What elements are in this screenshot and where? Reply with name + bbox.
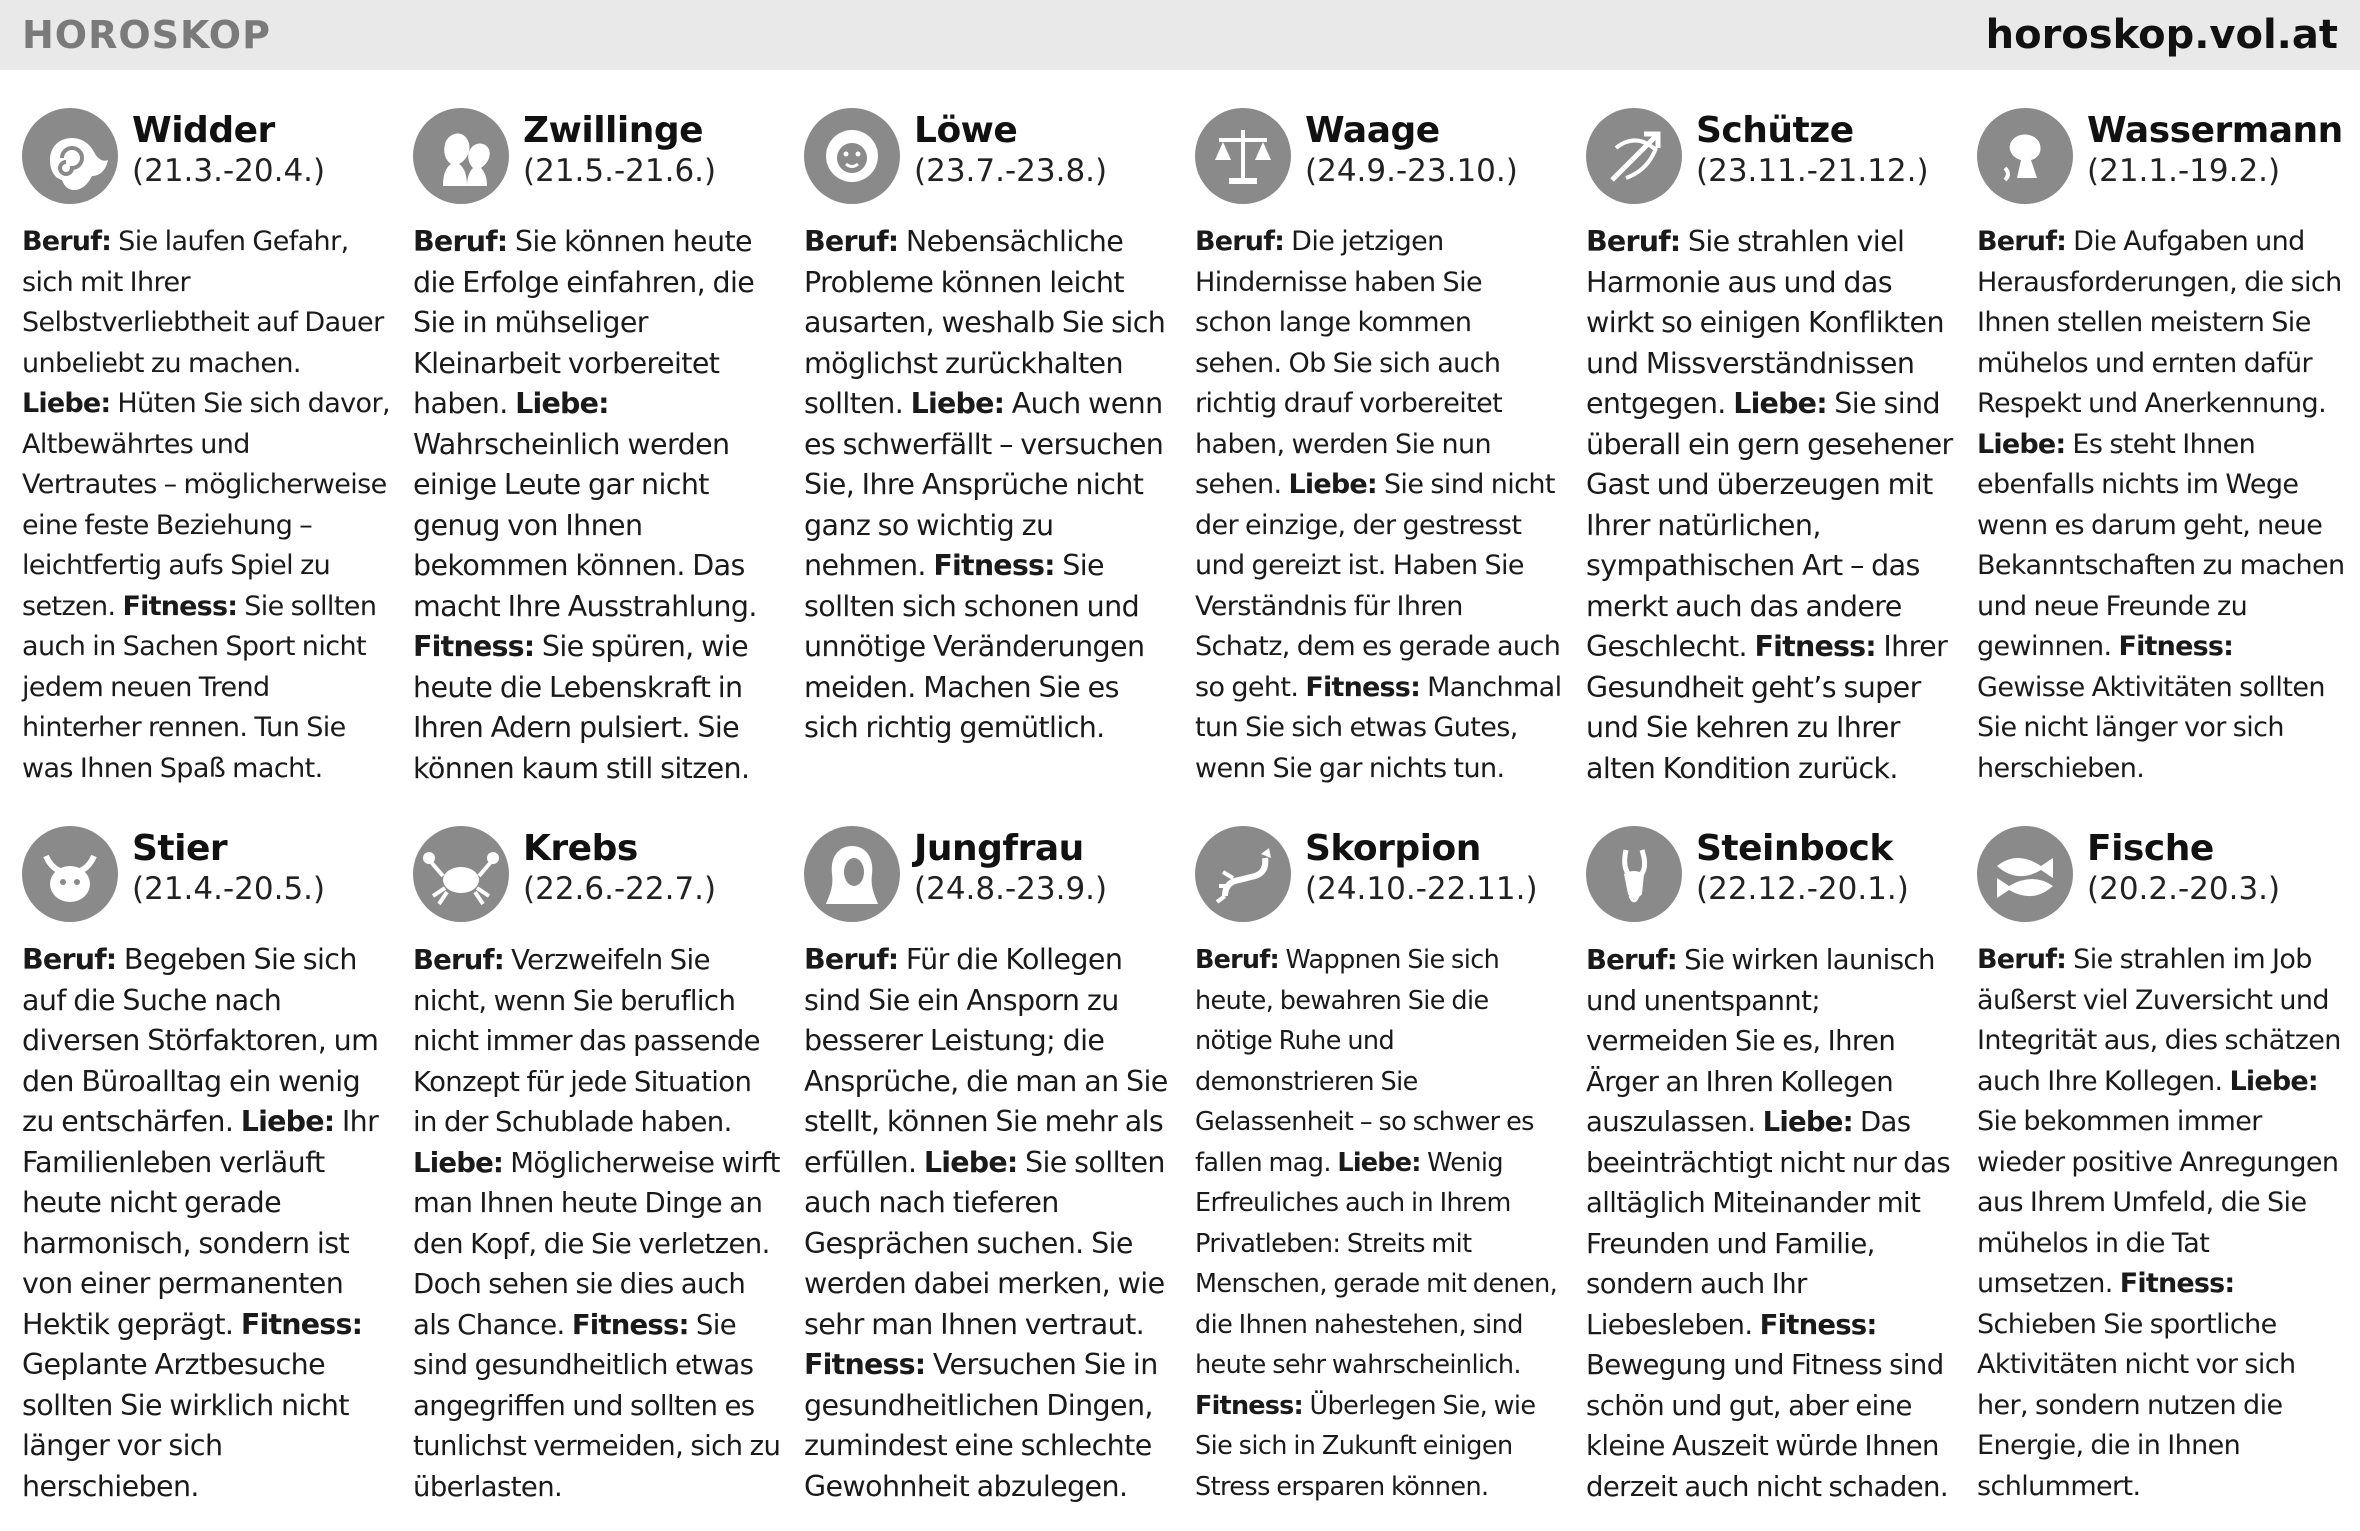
horoscope-text xyxy=(1195,222,1563,789)
horoscope-text xyxy=(413,222,781,789)
site-url: horoskop.vol.at xyxy=(1985,12,2338,58)
beruf-label: Beruf: xyxy=(1586,225,1681,258)
fish-icon xyxy=(1977,826,2073,922)
horoscope-card xyxy=(1977,108,2345,798)
horoscope-card xyxy=(413,108,781,798)
card-header xyxy=(1977,826,2345,930)
liebe-label: Liebe: xyxy=(515,387,609,420)
fitness-text: Überlegen Sie, wie Sie sich in Zukunft einigen Stress ersparen können. xyxy=(1195,1390,1536,1502)
sign-dates: (21.5.-21.6.) xyxy=(523,153,717,189)
beruf-label: Beruf: xyxy=(1195,945,1279,975)
liebe-label: Liebe: xyxy=(1977,428,2066,460)
beruf-text: Die Aufgaben und Herausforderungen, die sich Ihnen stellen meistern Sie mühelos und ernten dafür Respekt und Anerkennung. xyxy=(1977,226,2342,419)
beruf-text: Wappnen Sie sich heute, bewahren Sie die nötige Ruhe und demonstrieren Sie Gelassenheit – so schwer es fallen mag. xyxy=(1195,945,1534,1178)
beruf-label: Beruf: xyxy=(413,944,504,976)
beruf-label: Beruf: xyxy=(1586,944,1677,976)
horoscope-card xyxy=(1195,108,1563,798)
horoscope-card xyxy=(804,108,1172,798)
sign-heading xyxy=(1305,826,1538,908)
liebe-text: Wahrscheinlich werden einige Leute gar nicht genug von Ihnen bekommen können. Das macht Ihre Ausstrahlung. xyxy=(413,427,757,623)
sign-name: Steinbock xyxy=(1696,828,1893,869)
sign-name: Stier xyxy=(132,828,228,869)
card-header xyxy=(1195,108,1563,212)
virgin-icon xyxy=(804,826,900,922)
liebe-text: Ihr Familienleben verläuft heute nicht gerade harmonisch, sondern ist von einer permanenten Hektik geprägt. xyxy=(22,1105,379,1341)
beruf-label: Beruf: xyxy=(1977,944,2067,975)
card-header xyxy=(22,108,390,212)
horoscope-card xyxy=(1586,826,1954,1516)
horoscope-card xyxy=(22,108,390,798)
fitness-label: Fitness: xyxy=(413,630,535,663)
card-header xyxy=(804,826,1172,930)
sign-dates: (24.8.-23.9.) xyxy=(914,871,1108,907)
horoscope-text xyxy=(1586,222,1954,789)
fitness-text: Ihrer Gesundheit geht’s super und Sie kehren zu Ihrer alten Kondition zurück. xyxy=(1586,630,1948,785)
horoscope-text xyxy=(804,940,1172,1507)
sign-name: Skorpion xyxy=(1305,828,1481,869)
sign-heading xyxy=(523,108,716,190)
liebe-label: Liebe: xyxy=(1733,387,1827,420)
card-header xyxy=(413,108,781,212)
sign-heading xyxy=(914,826,1107,908)
sign-dates: (23.7.-23.8.) xyxy=(914,153,1108,189)
sign-dates: (24.9.-23.10.) xyxy=(1305,153,1518,189)
sign-dates: (21.4.-20.5.) xyxy=(132,871,326,907)
card-header xyxy=(1195,826,1563,930)
horoscope-card xyxy=(1977,826,2345,1516)
horoscope-card xyxy=(1195,826,1563,1516)
sign-dates: (22.6.-22.7.) xyxy=(523,871,717,907)
liebe-label: Liebe: xyxy=(910,387,1005,420)
fitness-text: Gewisse Aktivitäten sollten Sie nicht länger vor sich herschieben. xyxy=(1977,671,2325,784)
sign-heading xyxy=(1696,108,1929,190)
horoscope-text xyxy=(1195,940,1563,1507)
sign-name: Löwe xyxy=(914,110,1018,151)
beruf-label: Beruf: xyxy=(22,943,117,976)
sign-name: Fische xyxy=(2087,828,2214,869)
liebe-label: Liebe: xyxy=(1762,1106,1853,1138)
twins-icon xyxy=(413,108,509,204)
beruf-text: Verzweifeln Sie nicht, wenn Sie beruflich nicht immer das passende Konzept für jede Situation in der Schublade haben. xyxy=(413,944,760,1138)
fitness-label: Fitness: xyxy=(1754,630,1876,663)
beruf-text: Für die Kollegen sind Sie ein Ansporn zu besserer Leistung; die Ansprüche, die man an Sie stellt, können Sie mehr als erfüllen. xyxy=(804,943,1168,1179)
card-header xyxy=(413,826,781,930)
bull-icon xyxy=(22,826,118,922)
sign-heading xyxy=(2087,108,2343,190)
card-header xyxy=(1977,108,2345,212)
beruf-text: Sie laufen Gefahr, sich mit Ihrer Selbstverliebtheit auf Dauer unbeliebt zu machen. xyxy=(22,226,384,379)
sign-dates: (23.11.-21.12.) xyxy=(1696,153,1929,189)
beruf-text: Sie wirken launisch und unentspannt; vermeiden Sie es, Ihren Ärger an Ihren Kollegen auszulassen. xyxy=(1586,944,1935,1138)
sign-heading xyxy=(2087,826,2280,908)
water-bearer-icon xyxy=(1977,108,2073,204)
liebe-text: Das beeinträchtigt nicht nur das alltäglich Miteinander mit Freunden und Familie, sondern auch Ihr Liebesleben. xyxy=(1586,1106,1951,1341)
beruf-text: Sie strahlen im Job äußerst viel Zuversicht und Integrität aus, dies schätzen auch Ihre Kollegen. xyxy=(1977,944,2341,1097)
fitness-label: Fitness: xyxy=(1305,671,1421,703)
liebe-label: Liebe: xyxy=(22,388,111,419)
sign-name: Zwillinge xyxy=(523,110,704,151)
liebe-label: Liebe: xyxy=(2229,1065,2318,1097)
beruf-label: Beruf: xyxy=(804,943,899,976)
fitness-text: Sie sollten auch in Sachen Sport nicht jedem neuen Trend hinterher rennen. Tun Sie was Ihnen Spaß macht. xyxy=(22,590,377,784)
sign-name: Widder xyxy=(132,110,275,151)
sign-heading xyxy=(523,826,716,908)
sign-dates: (24.10.-22.11.) xyxy=(1305,871,1538,907)
liebe-text: Sie sollten auch nach tieferen Gesprächen suchen. Sie werden dabei merken, wie sehr man Ihnen vertraut. xyxy=(804,1145,1165,1341)
fitness-text: Bewegung und Fitness sind schön und gut, aber eine kleine Auszeit würde Ihnen derzeit auch nicht schaden. xyxy=(1586,1349,1948,1503)
beruf-label: Beruf: xyxy=(1977,226,2067,257)
liebe-text: Wenig Erfreuliches auch in Ihrem Privatleben: Streits mit Menschen, gerade mit denen, die Ihnen nahestehen, sind heute sehr wahrscheinlich. xyxy=(1195,1147,1558,1380)
sign-name: Waage xyxy=(1305,110,1440,151)
beruf-label: Beruf: xyxy=(1195,226,1285,257)
fitness-label: Fitness: xyxy=(804,1348,926,1381)
liebe-text: Sie sind überall ein gern gesehener Gast und überzeugen mit Ihrer natürlichen, sympathischen Art – das merkt auch das andere Geschlecht. xyxy=(1586,387,1953,663)
sign-heading xyxy=(1305,108,1518,190)
horoscope-text xyxy=(413,940,781,1507)
beruf-label: Beruf: xyxy=(413,225,508,258)
sign-heading xyxy=(914,108,1107,190)
horoscope-text xyxy=(22,222,390,789)
beruf-text: Nebensächliche Probleme können leicht ausarten, weshalb Sie sich möglichst zurückhalten sollten. xyxy=(804,225,1166,420)
horoscope-grid xyxy=(22,108,2345,1516)
beruf-text: Sie können heute die Erfolge einfahren, die Sie in mühseliger Kleinarbeit vorbereitet haben. xyxy=(413,225,755,420)
fitness-label: Fitness: xyxy=(2119,1268,2235,1299)
fitness-text: Manchmal tun Sie sich etwas Gutes, wenn Sie gar nichts tun. xyxy=(1195,671,1562,784)
beruf-label: Beruf: xyxy=(804,225,899,258)
sign-heading xyxy=(132,826,325,908)
fitness-label: Fitness: xyxy=(1759,1308,1877,1341)
fitness-text: Sie sollten sich schonen und unnötige Veränderungen meiden. Machen Sie es sich richtig gemütlich. xyxy=(804,549,1145,744)
horoscope-card xyxy=(804,826,1172,1516)
liebe-label: Liebe: xyxy=(923,1145,1018,1179)
horoscope-text xyxy=(1977,222,2345,789)
page-title: HOROSKOP xyxy=(22,13,271,57)
horoscope-card xyxy=(1586,108,1954,798)
sign-heading xyxy=(1696,826,1909,908)
sign-name: Krebs xyxy=(523,828,638,869)
sign-dates: (20.2.-20.3.) xyxy=(2087,871,2281,907)
horoscope-card xyxy=(22,826,390,1516)
beruf-text: Begeben Sie sich auf die Suche nach diversen Störfaktoren, um den Büroalltag ein wenig zu entschärfen. xyxy=(22,943,379,1138)
card-header xyxy=(22,826,390,930)
scales-icon xyxy=(1195,108,1291,204)
beruf-label: Beruf: xyxy=(22,226,112,257)
crab-icon xyxy=(413,826,509,922)
liebe-text: Hüten Sie sich davor, Altbewährtes und Vertrautes – möglicherweise eine feste Beziehung – leichtfertig aufs Spiel zu setzen. xyxy=(22,388,390,622)
fitness-label: Fitness: xyxy=(571,1308,689,1341)
card-header xyxy=(1586,108,1954,212)
fitness-text: Schieben Sie sportliche Aktivitäten nicht vor sich her, sondern nutzen die Energie, die in Ihnen schlummert. xyxy=(1977,1308,2296,1502)
beruf-text: Die jetzigen Hindernisse haben Sie schon lange kommen sehen. Ob Sie sich auch richtig drauf vorbereitet haben, werden Sie nun sehen. xyxy=(1195,226,1503,500)
fitness-label: Fitness: xyxy=(2118,631,2234,662)
horoscope-card xyxy=(413,826,781,1516)
horoscope-text xyxy=(1586,940,1954,1507)
card-header xyxy=(804,108,1172,212)
liebe-text: Sie sind nicht der einzige, der gestresst und gereizt ist. Haben Sie Verständnis für Ihren Schatz, dem es gerade auch so geht. xyxy=(1195,469,1561,703)
lion-icon xyxy=(804,108,900,204)
archer-icon xyxy=(1586,108,1682,204)
sign-name: Wassermann xyxy=(2087,110,2343,151)
liebe-text: Auch wenn es schwerfällt – versuchen Sie, Ihre Ansprüche nicht ganz so wichtig zu nehmen. xyxy=(804,387,1164,582)
fitness-text: Geplante Arztbesuche sollten Sie wirklich nicht länger vor sich herschieben. xyxy=(22,1348,349,1503)
fitness-text: Sie spüren, wie heute die Lebenskraft in Ihren Adern pulsiert. Sie können kaum still sitzen. xyxy=(413,630,750,785)
liebe-text: Es steht Ihnen ebenfalls nichts im Wege wenn es darum geht, neue Bekanntschaften zu machen und neue Freunde zu gewinnen. xyxy=(1977,428,2345,662)
liebe-text: Möglicherweise wirft man Ihnen heute Dinge an den Kopf, die Sie verletzen. Doch sehen sie dies auch als Chance. xyxy=(413,1146,780,1341)
sign-dates: (21.3.-20.4.) xyxy=(132,153,326,189)
page-header xyxy=(0,0,2360,70)
fitness-label: Fitness: xyxy=(1195,1390,1303,1421)
fitness-label: Fitness: xyxy=(122,590,238,622)
fitness-label: Fitness: xyxy=(933,549,1055,582)
sign-name: Schütze xyxy=(1696,110,1854,151)
sign-dates: (22.12.-20.1.) xyxy=(1696,871,1909,907)
goat-icon xyxy=(1586,826,1682,922)
beruf-text: Sie strahlen viel Harmonie aus und das wirkt so einigen Konflikten und Missverständnissen entgegen. xyxy=(1586,225,1944,420)
fitness-text: Sie sind gesundheitlich etwas angegriffen und sollten es tunlichst vermeiden, sich zu überlasten. xyxy=(413,1308,781,1503)
ram-icon xyxy=(22,108,118,204)
horoscope-text xyxy=(1977,940,2345,1507)
sign-dates: (21.1.-19.2.) xyxy=(2087,153,2281,189)
sign-heading xyxy=(132,108,325,190)
fitness-label: Fitness: xyxy=(240,1307,363,1341)
fitness-text: Versuchen Sie in gesundheitlichen Dingen, zumindest eine schlechte Gewohnheit abzulegen. xyxy=(804,1348,1158,1503)
horoscope-text xyxy=(804,222,1172,749)
liebe-label: Liebe: xyxy=(1337,1147,1421,1178)
horoscope-text xyxy=(22,940,390,1507)
liebe-label: Liebe: xyxy=(240,1105,335,1138)
card-header xyxy=(1586,826,1954,930)
sign-name: Jungfrau xyxy=(914,828,1084,869)
liebe-label: Liebe: xyxy=(413,1146,504,1179)
liebe-text: Sie bekommen immer wieder positive Anregungen aus Ihrem Umfeld, die Sie mühelos in die Tat umsetzen. xyxy=(1977,1106,2339,1299)
scorpion-icon xyxy=(1195,826,1291,922)
liebe-label: Liebe: xyxy=(1288,469,1377,500)
